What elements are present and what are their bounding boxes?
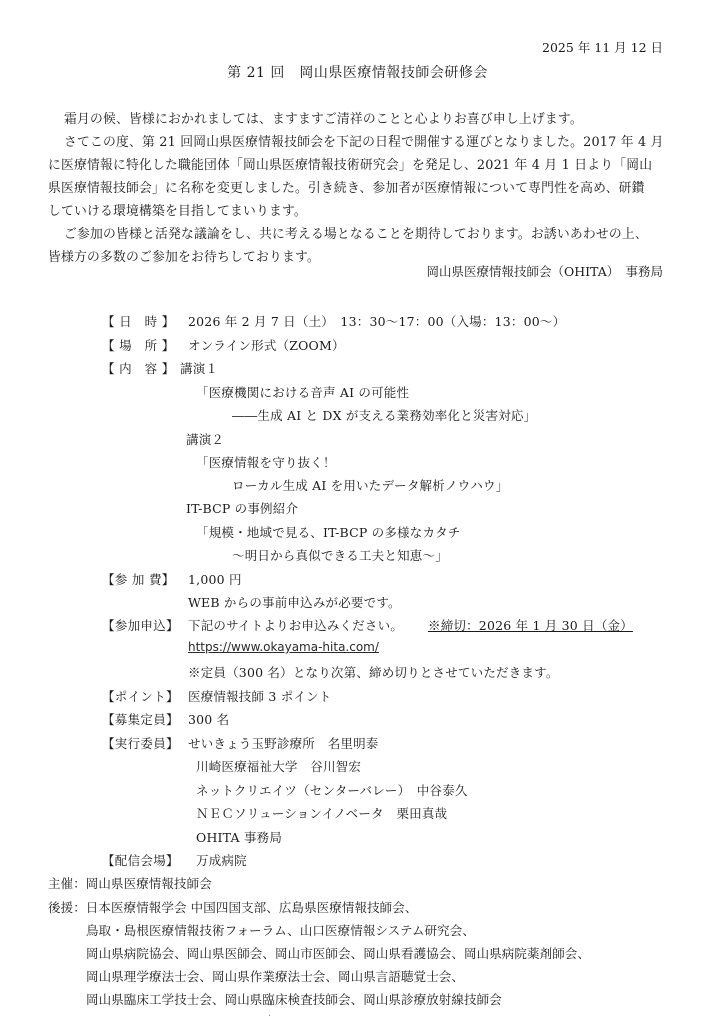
intro-line-3: に医療情報に特化した職能団体「岡山県医療情報技術研究会」を発足し、2021 年 4 月 1 日より「岡山 [48, 158, 653, 173]
value-apply: 下記のサイトよりお申込みください。 [188, 618, 404, 633]
intro-line-6: ご参加の皆様と活発な議論をし、共に考える場となることを期待しております。お誘いあわせの上、 [64, 227, 648, 242]
label-hall: 【配信会場】 [102, 853, 179, 868]
label-points: 【ポイント】 [102, 689, 179, 704]
committee-member-3: ネットクリエイツ（センターバレー） 中谷泰久 [196, 783, 468, 798]
apply-deadline: ※締切：2026 年 1 月 30 日（金） [428, 618, 633, 633]
committee-member-1: せいきょう玉野診療所 名里明泰 [188, 736, 379, 751]
lecture-2-heading: 講演２ [186, 432, 225, 447]
document-title: 第 21 回 岡山県医療情報技師会研修会 [227, 65, 488, 81]
value-points: 医療情報技師 3 ポイント [188, 689, 332, 704]
lecture-3-heading: IT-BCP の事例紹介 [186, 501, 299, 516]
label-fee: 【参 加 費】 [102, 572, 175, 587]
intro-line-1: 霜月の候、皆様におかれましては、ますますご清祥のことと心よりお喜び申し上げます。 [64, 112, 583, 127]
label-apply: 【参加申込】 [102, 618, 179, 633]
committee-member-2: 川崎医療福祉大学 谷川智宏 [196, 759, 362, 774]
lecture-1-subtitle: ――生成 AI と DX が支える業務効率化と災害対応」 [232, 408, 537, 423]
committee-member-4: ＮＥＣソリューションイノベータ 栗田真哉 [196, 806, 448, 821]
support-line-3: 岡山県病院協会、岡山県医師会、岡山市医師会、岡山県看護協会、岡山県病院薬剤師会、 [86, 946, 591, 961]
support-line-2: 鳥取・島根医療情報技術フォーラム、山口医療情報システム研究会、 [86, 923, 475, 938]
label-capacity: 【募集定員】 [102, 712, 179, 727]
value-datetime: 2026 年 2 月 7 日（土） 13：30～17：00（入場：13：00～） [188, 314, 566, 329]
lecture-1-title: 「医療機関における音声 AI の可能性 [196, 385, 410, 400]
capacity-note: ※定員（300 名）となり次第、締め切りとさせていただきます。 [188, 665, 559, 680]
stray-dot: . [268, 1008, 272, 1019]
value-hall: 万成病院 [196, 853, 247, 868]
lecture-1-heading: 講演１ [180, 361, 219, 376]
label-committee: 【実行委員】 [102, 736, 179, 751]
intro-line-7: 皆様方の多数のご参加をお待ちしております。 [48, 250, 320, 265]
document-date: 2025 年 11 月 12 日 [542, 40, 663, 55]
sender: 岡山県医療情報技師会（OHITA） 事務局 [426, 264, 663, 279]
intro-line-4: 県医療情報技師会」に名称を変更しました。引き続き、参加者が医療情報について専門性を高め、研鑽 [48, 181, 645, 196]
intro-line-5: していける環境構築を目指してまいります。 [48, 204, 307, 219]
value-capacity: 300 名 [188, 712, 230, 727]
registration-link[interactable]: https://www.okayama-hita.com/ [188, 640, 379, 654]
lecture-2-title: 「医療情報を守り抜く！ [196, 455, 336, 470]
fee-note: WEB からの事前申込みが必要です。 [188, 595, 401, 610]
support-line-1: 後援：日本医療情報学会 中国四国支部、広島県医療情報技師会、 [48, 900, 418, 915]
support-line-4: 岡山県理学療法士会、岡山県作業療法士会、岡山県言語聴覚士会、 [86, 969, 465, 984]
label-content: 【 内 容 】 [102, 361, 175, 376]
label-venue: 【 場 所 】 [102, 338, 175, 353]
support-line-5: 岡山県臨床工学技士会、岡山県臨床検査技師会、岡山県診療放射線技師会 [86, 992, 502, 1007]
lecture-2-subtitle: ローカル生成 AI を用いたデータ解析ノウハウ」 [232, 478, 509, 493]
lecture-3-title: 「規模・地域で見る、IT-BCP の多様なカタチ [196, 525, 461, 540]
host: 主催：岡山県医療情報技師会 [48, 876, 212, 891]
intro-line-2: さてこの度、第 21 回岡山県医療情報技師会を下記の日程で開催する運びとなりました。2017 年 4 月 [64, 135, 664, 150]
value-fee: 1,000 円 [188, 572, 242, 587]
lecture-3-subtitle: ～明日から真似できる工夫と知恵～」 [232, 548, 448, 563]
committee-member-5: OHITA 事務局 [196, 830, 283, 845]
label-datetime: 【 日 時 】 [102, 314, 175, 329]
value-venue: オンライン形式（ZOOM） [188, 338, 345, 353]
